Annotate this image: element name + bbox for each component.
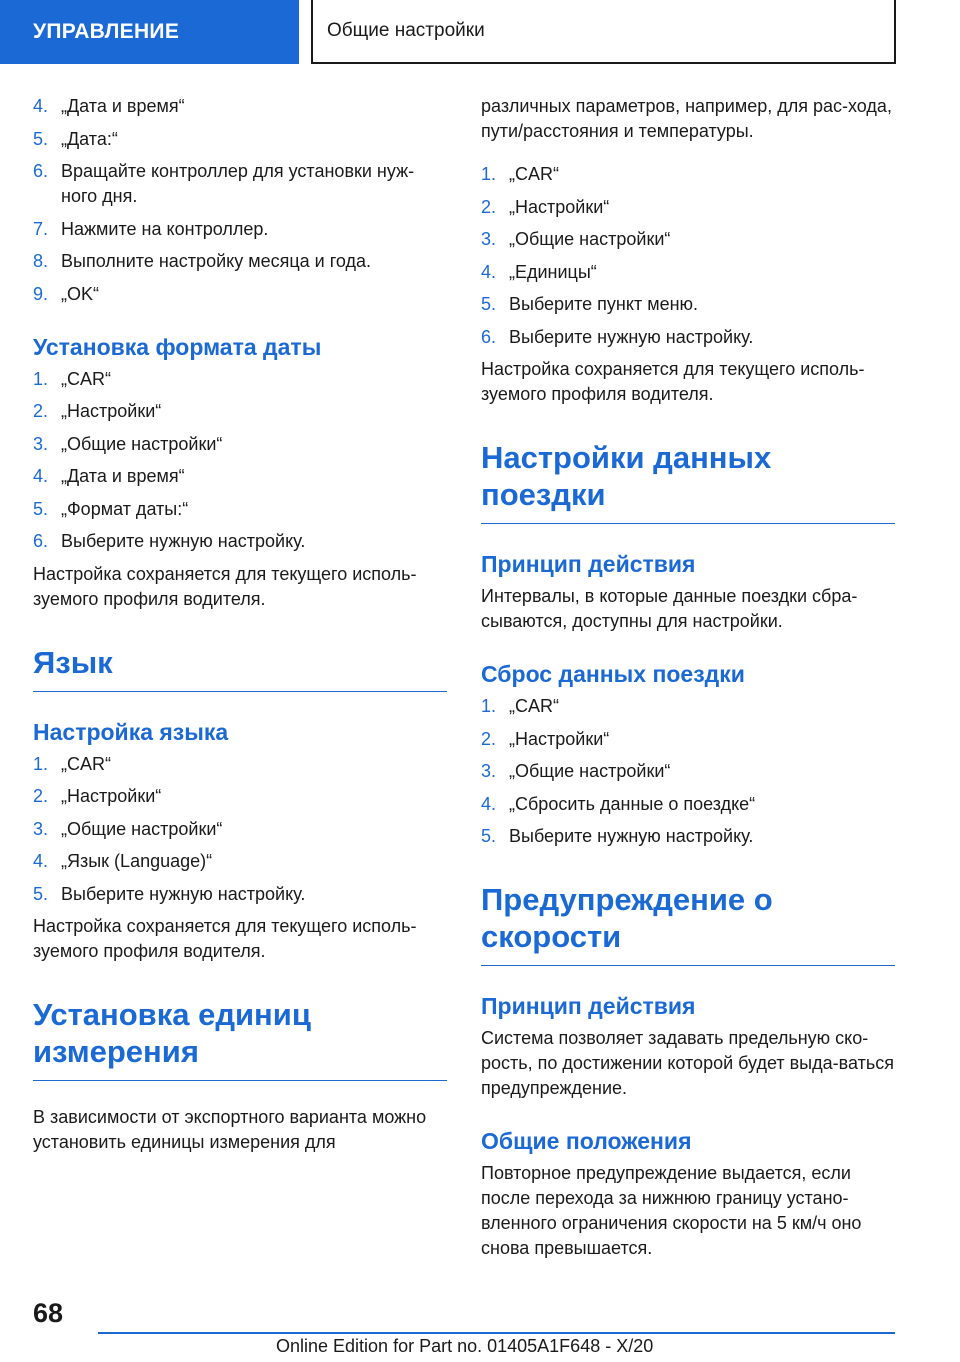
- list-item-number: 5.: [33, 883, 49, 904]
- list-item-text: Выберите нужную настройку.: [61, 531, 306, 551]
- list-item-text: „Общие настройки“: [509, 229, 671, 249]
- date-steps-list: [33, 94, 447, 307]
- trip-data-heading: Настройки данных поездки: [481, 439, 895, 524]
- list-item-number: 3.: [481, 761, 497, 781]
- speed-warning-heading: Предупреждение о скорости: [481, 881, 895, 966]
- list-item: [481, 792, 895, 817]
- list-item-text: Выберите нужную настройку.: [61, 883, 306, 904]
- speed-principle-heading: Принцип действия: [481, 993, 696, 1019]
- list-item-text: „Единицы“: [509, 261, 597, 282]
- list-item-text: Вращайте контроллер для установки нуж-ного дня.: [61, 161, 415, 206]
- list-item-number: 2.: [33, 401, 49, 421]
- list-item: [33, 529, 447, 554]
- list-item-number: 3.: [481, 229, 497, 249]
- list-item-text: „Настройки“: [61, 401, 162, 421]
- list-item-number: 3.: [33, 433, 49, 454]
- list-item-number: 6.: [33, 531, 49, 551]
- list-item-number: 1.: [33, 368, 49, 389]
- list-item-number: 2.: [481, 728, 497, 749]
- list-item: [481, 325, 895, 350]
- list-item-number: 1.: [33, 753, 49, 774]
- date-format-note: Настройка сохраняется для текущего исполь-зуемого профиля водителя.: [33, 563, 417, 609]
- list-item: [481, 694, 895, 719]
- list-item: [33, 249, 447, 274]
- list-item: [33, 817, 447, 842]
- page-header: [311, 0, 896, 64]
- page-number: 68: [33, 1298, 64, 1328]
- list-item-number: 2.: [481, 196, 497, 217]
- list-item-number: 4.: [33, 96, 49, 116]
- speed-principle-text: Система позволяет задавать предельную ско-рость, по достижении которой будет выда-ваться предупреждение.: [481, 1028, 894, 1098]
- list-item-text: „Язык (Language)“: [61, 851, 213, 871]
- list-item: [481, 759, 895, 784]
- list-item-text: Выберите нужную настройку.: [509, 826, 754, 846]
- units-heading: Установка единиц измерения: [33, 996, 447, 1081]
- list-item-number: 1.: [481, 696, 497, 716]
- list-item-text: „Дата и время“: [61, 96, 185, 116]
- section-tab: [0, 0, 299, 64]
- list-item: [33, 217, 447, 242]
- footer-divider: [98, 1332, 895, 1334]
- trip-principle-text: Интервалы, в которые данные поездки сбра-сываются, доступны для настройки.: [481, 586, 858, 631]
- list-item-number: 5.: [481, 294, 497, 314]
- list-item-number: 9.: [33, 283, 49, 304]
- list-item-number: 5.: [33, 498, 49, 519]
- list-item: [481, 195, 895, 220]
- list-item: [33, 882, 447, 907]
- list-item-number: 2.: [33, 786, 49, 806]
- list-item: [33, 127, 447, 152]
- list-item-number: 1.: [481, 164, 497, 184]
- left-column: [33, 94, 447, 1163]
- section-label: УПРАВЛЕНИЕ: [33, 20, 180, 43]
- trip-principle-heading: Принцип действия: [481, 551, 696, 577]
- speed-general-heading: Общие положения: [481, 1128, 692, 1154]
- list-item: [481, 162, 895, 187]
- units-steps-list: [481, 162, 895, 350]
- list-item-text: „Настройки“: [509, 728, 610, 749]
- list-item-text: „Общие настройки“: [61, 818, 223, 839]
- list-item-text: „Настройки“: [509, 196, 610, 217]
- language-heading: Язык: [33, 644, 447, 692]
- trip-reset-heading: Сброс данных поездки: [481, 661, 745, 687]
- list-item: [33, 399, 447, 424]
- units-note: Настройка сохраняется для текущего исполь-зуемого профиля водителя.: [481, 359, 865, 404]
- list-item: [33, 784, 447, 809]
- language-steps-list: [33, 752, 447, 907]
- list-item-text: „Общие настройки“: [61, 433, 223, 454]
- list-item: [33, 367, 447, 392]
- list-item-text: „CAR“: [509, 164, 559, 184]
- list-item: [33, 282, 447, 307]
- list-item: [33, 497, 447, 522]
- list-item: [33, 464, 447, 489]
- list-item-number: 4.: [33, 851, 49, 871]
- page-header-title: Общие настройки: [327, 20, 485, 41]
- list-item-text: Выполните настройку месяца и года.: [61, 251, 372, 271]
- list-item-text: „OK“: [61, 283, 99, 304]
- list-item-number: 3.: [33, 818, 49, 839]
- list-item-text: Нажмите на контроллер.: [61, 218, 269, 239]
- list-item: [481, 727, 895, 752]
- list-item: [481, 227, 895, 252]
- list-item-number: 4.: [481, 261, 497, 282]
- trip-reset-steps-list: [481, 694, 895, 849]
- list-item-text: „CAR“: [61, 753, 111, 774]
- speed-general-text: Повторное предупреждение выдается, если после перехода за нижнюю границу устано-вленного ограничения скорости на 5 км/ч оно снова превышается.: [481, 1163, 862, 1258]
- units-intro: В зависимости от экспортного варианта можно установить единицы измерения для: [33, 1107, 427, 1152]
- list-item-number: 4.: [33, 466, 49, 486]
- list-item-number: 6.: [33, 161, 49, 181]
- list-item-text: „Настройки“: [61, 786, 162, 806]
- language-subheading: Настройка языка: [33, 718, 229, 745]
- list-item-number: 6.: [481, 326, 497, 347]
- footer-edition: Online Edition for Part no. 01405A1F648 - X/20: [276, 1336, 654, 1356]
- language-note: Настройка сохраняется для текущего исполь-зуемого профиля водителя.: [33, 916, 417, 961]
- list-item-text: „Дата:“: [61, 128, 118, 149]
- list-item: [481, 824, 895, 849]
- list-item-number: 8.: [33, 251, 49, 271]
- list-item-text: Выберите пункт меню.: [509, 294, 699, 314]
- list-item: [481, 292, 895, 317]
- list-item-text: „CAR“: [509, 696, 559, 716]
- list-item: [481, 260, 895, 285]
- list-item-text: „Дата и время“: [61, 466, 185, 486]
- list-item: [33, 432, 447, 457]
- date-format-steps-list: [33, 367, 447, 555]
- list-item-text: „CAR“: [61, 368, 111, 389]
- list-item: [33, 849, 447, 874]
- right-column: [481, 94, 895, 1269]
- list-item: [33, 159, 447, 209]
- list-item-number: 4.: [481, 793, 497, 814]
- list-item-text: Выберите нужную настройку.: [509, 326, 754, 347]
- list-item-number: 5.: [33, 128, 49, 149]
- list-item-number: 5.: [481, 826, 497, 846]
- list-item-number: 7.: [33, 218, 49, 239]
- list-item-text: „Общие настройки“: [509, 761, 671, 781]
- list-item: [33, 752, 447, 777]
- date-format-heading: Установка формата даты: [33, 333, 322, 360]
- list-item-text: „Формат даты:“: [61, 498, 189, 519]
- list-item: [33, 94, 447, 119]
- list-item-text: „Сбросить данные о поездке“: [509, 793, 756, 814]
- units-continued: различных параметров, например, для рас-хода, пути/расстояния и температуры.: [481, 96, 892, 141]
